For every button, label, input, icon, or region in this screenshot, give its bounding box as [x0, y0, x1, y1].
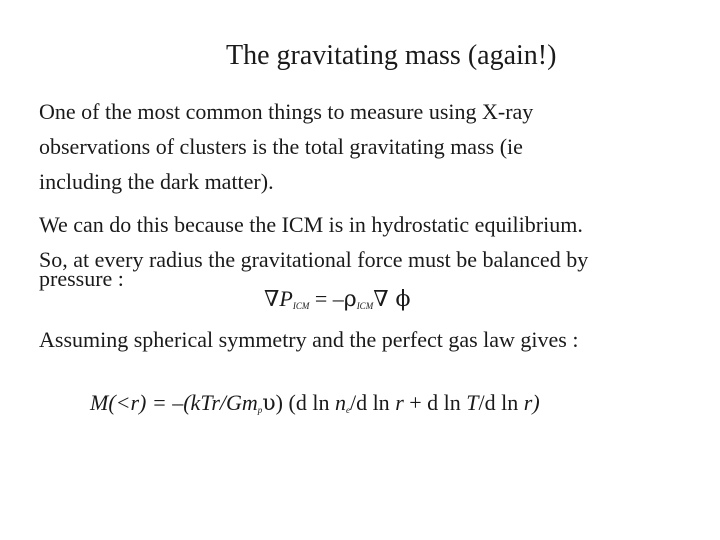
text-line: So, at every radius the gravitational force must be balanced by	[39, 247, 589, 272]
r-symbol: r	[395, 390, 404, 415]
text-line: One of the most common things to measure using X-ray	[39, 99, 534, 124]
r-symbol: r)	[523, 390, 540, 415]
paragraph-intro	[39, 94, 533, 199]
subscript-e: e	[345, 405, 350, 415]
subscript-icm: ICM	[356, 301, 374, 311]
rho-symbol: ρ	[343, 287, 357, 312]
mu-symbol: υ	[262, 391, 276, 416]
subscript-icm: ICM	[292, 301, 310, 311]
phi-symbol: ϕ	[388, 287, 411, 312]
paragraph-hydrostatic	[39, 207, 588, 289]
nabla-symbol: ∇	[264, 287, 280, 312]
equation-hydrostatic	[264, 286, 411, 312]
mass-lhs: M(<r) = –(kTr/Gm	[90, 390, 258, 415]
subscript-p: p	[257, 405, 263, 415]
text-line: We can do this because the ICM is in hydrostatic equilibrium.	[39, 212, 583, 237]
eq-text: /d ln	[478, 390, 524, 415]
slide-title: The gravitating mass (again!)	[226, 40, 557, 71]
equation-mass	[90, 390, 540, 416]
eq-text: + d ln	[403, 390, 467, 415]
n-symbol: n	[334, 390, 346, 415]
nabla-symbol: ∇	[373, 287, 389, 312]
text-line: including the dark matter).	[39, 169, 274, 194]
t-symbol: T	[466, 390, 479, 415]
eq-text: (d ln	[283, 390, 335, 415]
eq-text: /d ln	[349, 390, 396, 415]
equals-minus: = –	[309, 286, 344, 311]
pressure-symbol: P	[279, 286, 293, 311]
text-line: pressure :	[39, 266, 124, 291]
paragraph-assumption: Assuming spherical symmetry and the perfect gas law gives :	[39, 327, 579, 352]
close-paren: )	[275, 390, 283, 415]
text-line: observations of clusters is the total gravitating mass (ie	[39, 134, 523, 159]
